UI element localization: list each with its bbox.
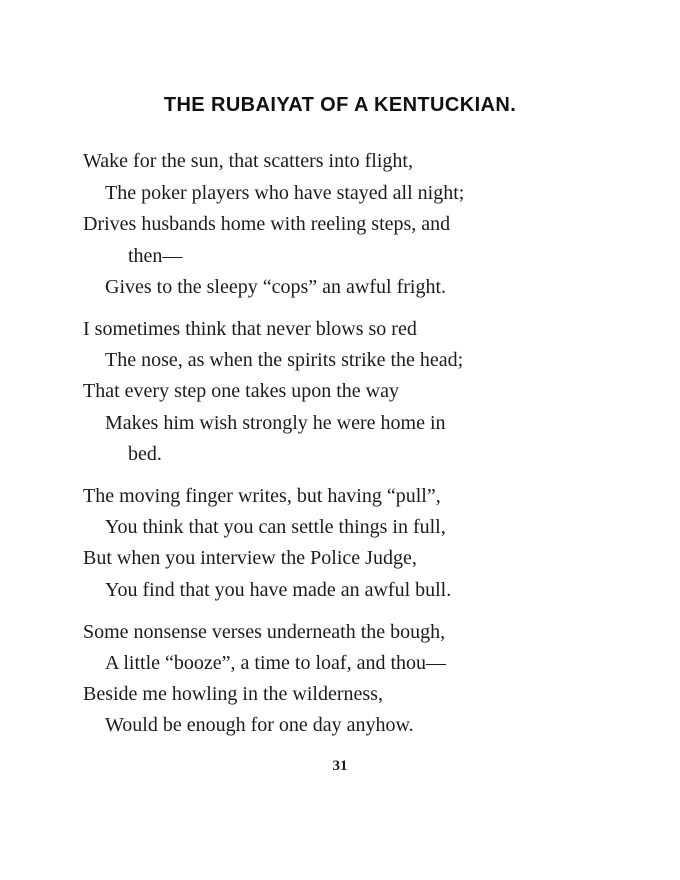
verse-line: bed. [128,443,162,465]
verse-line: But when you interview the Police Judge, [83,547,417,569]
verse-line: That every step one takes upon the way [83,380,400,402]
verse-line: Drives husbands home with reeling steps, and [83,213,451,235]
verse-line: I sometimes think that never blows so red [83,318,417,340]
poem-title: THE RUBAIYAT OF A KENTUCKIAN. [163,94,517,116]
verse-line: Some nonsense verses underneath the bough, [83,621,446,643]
verse-line: The nose, as when the spirits strike the head; [105,349,464,371]
verse-line: then— [128,245,183,267]
verse-line: Makes him wish strongly he were home in [105,412,446,434]
verse-line: You find that you have made an awful bull. [105,579,452,601]
verse-line: Gives to the sleepy “cops” an awful fright. [105,276,447,298]
verse-line: A little “booze”, a time to loaf, and thou— [105,652,447,674]
verse-line: Would be enough for one day anyhow. [105,714,414,736]
verse-line: The moving finger writes, but having “pull”, [83,485,441,507]
verse-line: You think that you can settle things in full, [105,516,446,538]
page-number: 31 [332,758,348,774]
verse-line: Beside me howling in the wilderness, [83,683,383,705]
verse-line: Wake for the sun, that scatters into flight, [83,150,413,172]
verse-line: The poker players who have stayed all night; [105,182,465,204]
